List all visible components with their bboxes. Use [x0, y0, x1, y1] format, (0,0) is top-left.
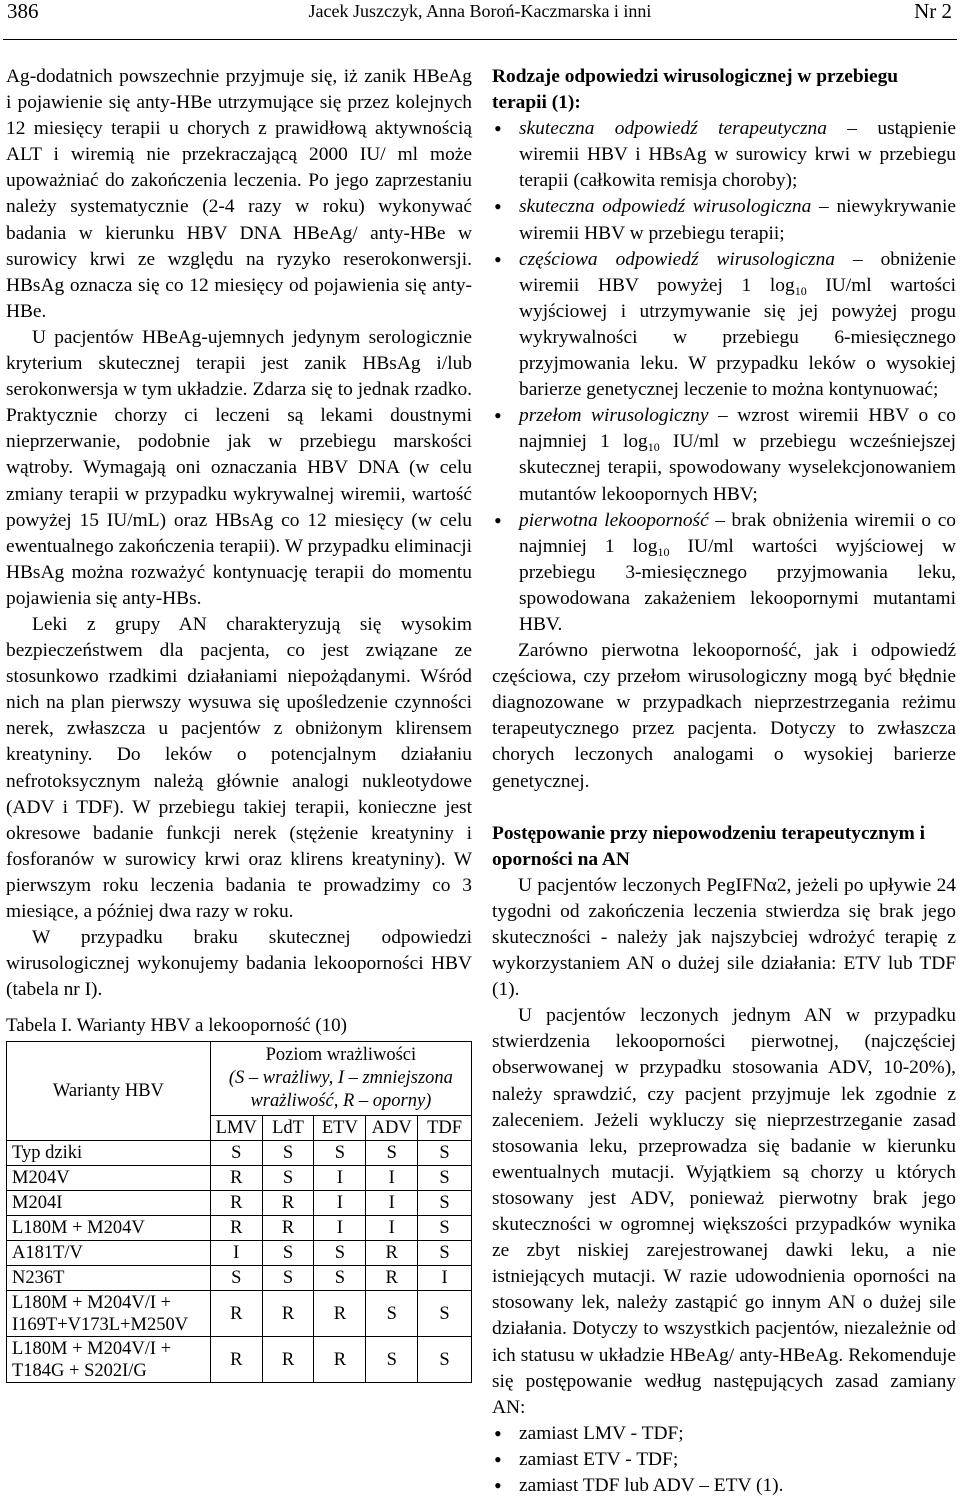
value-cell: S: [366, 1141, 418, 1166]
value-cell: I: [366, 1216, 418, 1241]
value-cell: R: [262, 1191, 314, 1216]
left-column: [6, 64, 472, 1003]
variant-cell: M204I: [7, 1191, 211, 1216]
subscript: 10: [657, 544, 670, 559]
response-types-list: [492, 116, 956, 638]
table-caption: Tabela I. Warianty HBV a lekooporność (10): [6, 1015, 347, 1036]
list-text: – ustąpienie wiremii HBV i HBsAg w surowicy krwi w przebiegu terapii (całkowita remisja choroby);: [519, 118, 956, 192]
value-cell: S: [210, 1266, 262, 1291]
sensitivity-title: Poziom wrażliwości: [265, 1045, 417, 1065]
paragraph: Ag-dodatnich powszechnie przyjmuje się, iż zanik HBeAg i pojawienie się anty-HBe utrzymujące się przez kolejnych 12 miesięcy terapii u chorych z prawidłową aktywnością ALT i wiremią nie przekraczającą 2000 IU/ ml może upoważniać do zakończenia leczenia. Po jego zaprzestaniu należy systematycznie (2-4 razy w roku) wykonywać badania w kierunku HBV DNA HBeAg/ anty-HBe w surowicy krwi ze względu na ryzyko reserokonwersji. HBsAg oznacza się co 12 miesięcy od pojawienia się anty-HBe.: [6, 66, 472, 322]
list-term: częściowa odpowiedź wirusologiczna: [519, 248, 835, 270]
drug-header: TDF: [418, 1116, 472, 1141]
table-row: [7, 1141, 472, 1166]
variant-line: T184G + S202I/G: [12, 1360, 147, 1381]
variant-cell: L180M + M204V: [7, 1216, 211, 1241]
header-rule: [3, 39, 957, 40]
drug-header: LMV: [210, 1116, 262, 1141]
paragraph: Leki z grupy AN charakteryzują się wysokim bezpieczeństwem dla pacjenta, co jest związane ze stosunkowo rzadkimi działaniami niepożądanymi. Wśród nich na plan pierwszy wysuwa się upośledzenie czynności nerek, zwłaszcza u pacjentów z obniżonym klirensem kreatyniny. Do leków o potencjalnym działaniu nefrotoksycznym należą głównie analogi nukleotydowe (ADV i TDF). W przebiegu takiej terapii, konieczne jest okresowe badanie funkcji nerek (stężenie kreatyniny i fosforanów w surowicy krwi oraz klirens kreatyniny). W pierwszym roku leczenia badania te prowadzimy co 3 miesiące, a później dwa razy w roku.: [6, 613, 472, 922]
variant-cell: N236T: [7, 1266, 211, 1291]
value-cell: S: [366, 1291, 418, 1337]
list-text: – obniżenie wiremii HBV powyżej 1 log: [519, 248, 956, 296]
list-text: – niewykrywanie wiremii HBV w przebiegu terapii;: [519, 196, 956, 244]
drug-header: LdT: [262, 1116, 314, 1141]
paragraph: U pacjentów HBeAg-ujemnych jedynym serologicznie kryterium skutecznej terapii jest zanik HBsAg i/lub serokonwersja w tym układzie. Zdarza się to jednak rzadko. Praktycznie chorzy ci leczeni są lekami doustnymi nieprzerwanie, podobnie jak w przebiegu marskości wątroby. Wymagają oni oznaczania HBV DNA (w celu zmiany terapii w przypadku wykrywalnej wiremii, wartość powyżej 15 IU/mL) oraz HBsAg co 12 miesięcy (w celu ewentualnego zakończenia terapii). W przypadku eliminacji HBsAg można rozważyć kontynuację terapii do momentu pojawienia się anty-HBs.: [6, 326, 472, 609]
running-head-authors: Jacek Juszczyk, Anna Boroń-Kaczmarska i inni: [308, 1, 652, 21]
switch-rules-list: [492, 1421, 956, 1499]
variant-cell: [7, 1291, 211, 1337]
variant-line: I169T+V173L+M250V: [12, 1314, 189, 1335]
section-heading: Rodzaje odpowiedzi wirusologicznej w przebiegu terapii (1):: [492, 66, 899, 114]
list-text: – brak obniżenia wiremii o co najmniej 1 log: [519, 509, 957, 557]
value-cell: R: [210, 1337, 262, 1383]
variant-cell: A181T/V: [7, 1241, 211, 1266]
table-header-row: [7, 1042, 472, 1116]
value-cell: I: [366, 1166, 418, 1191]
table-row: [7, 1216, 472, 1241]
list-term: przełom wirusologiczny: [519, 405, 709, 427]
list-term: pierwotna lekooporność: [519, 509, 709, 531]
list-term: skuteczna odpowiedź terapeutyczna: [519, 118, 827, 140]
paragraph: U pacjentów leczonych jednym AN w przypadku stwierdzenia lekooporności pierwotnej, (najczęściej obserwowanej w przypadku stosowania ADV, 10-20%), należy sprawdzić, czy pacjent przyjmuje lek zgodnie z zaleceniem. Jeżeli wykluczy się nieprzestrzeganie zasad stosowania leku, przeprowadza się badanie w kierunku ewentualnych mutacji. Wyjątkiem są chorzy u których stosowany jest ADV, ponieważ pierwotny brak jego skuteczności w ogromnej większości przypadków wynika ze zbyt niskiej zarejestrowanej dawki leku, a nie istniejących mutacji. W razie udowodnienia oporności na stosowany lek, należy zastąpić go innym AN o dużej sile działania. Dotyczy to wszystkich pacjentów, niezależnie od ich statusu w układzie HBeAg/ anty-HBeAg. Rekomenduje się postępowanie według następujących zasad zamiany AN:: [492, 1005, 956, 1418]
list-item: • zamiast TDF lub ADV – ETV (1).: [492, 1473, 956, 1499]
table-row: [7, 1166, 472, 1191]
drug-header: ADV: [366, 1116, 418, 1141]
paragraph: U pacjentów leczonych PegIFNα2, jeżeli po upływie 24 tygodni od zakończenia leczenia stwierdza się brak jego skuteczności - należy jak najszybciej wdrożyć terapię z wykorzystaniem AN o dużej sile działania: ETV lub TDF (1).: [492, 874, 956, 1001]
section-spacer: [492, 795, 956, 821]
variant-line: L180M + M204V/I +: [12, 1292, 172, 1313]
table-row: [7, 1337, 472, 1383]
variant-cell: M204V: [7, 1166, 211, 1191]
page-header: [0, 0, 960, 40]
value-cell: R: [262, 1216, 314, 1241]
value-cell: R: [210, 1191, 262, 1216]
value-cell: I: [210, 1241, 262, 1266]
value-cell: R: [314, 1291, 366, 1337]
variant-cell: Typ dziki: [7, 1141, 211, 1166]
table-row: [7, 1266, 472, 1291]
list-item: [492, 194, 956, 246]
value-cell: R: [262, 1337, 314, 1383]
value-cell: I: [418, 1266, 472, 1291]
issue-number: Nr 2: [914, 0, 952, 23]
value-cell: R: [210, 1216, 262, 1241]
page-number: 386: [7, 0, 39, 23]
value-cell: I: [314, 1166, 366, 1191]
list-item: [492, 508, 956, 638]
value-cell: S: [418, 1337, 472, 1383]
variants-table: [6, 1041, 472, 1383]
value-cell: I: [366, 1191, 418, 1216]
list-text: IU/ml wartości wyjściowej i utrzymywanie się jej powyżej progu wykrywalności w przebiegu 6-miesięcznego przyjmowania leku. W przypadku leków o wysokiej barierze genetycznej leczenie to można kontynuować;: [519, 274, 956, 401]
value-cell: R: [210, 1291, 262, 1337]
value-cell: I: [314, 1216, 366, 1241]
paragraph: W przypadku braku skutecznej odpowiedzi wirusologicznej wykonujemy badania lekooporności HBV (tabela nr I).: [6, 927, 472, 1001]
list-item: [492, 116, 956, 194]
paragraph: Zarówno pierwotna lekooporność, jak i odpowiedź częściowa, czy przełom wirusologiczny mogą być błędnie diagnozowane w przypadkach nieprzestrzegania reżimu terapeutycznego przez pacjenta. Dotyczy to zwłaszcza chorych leczonych analogami o wysokiej barierze genetycznej.: [492, 640, 956, 792]
list-item: [492, 247, 956, 404]
value-cell: S: [418, 1141, 472, 1166]
subscript: 10: [647, 440, 660, 455]
list-term: skuteczna odpowiedź wirusologiczna: [519, 196, 812, 218]
value-cell: S: [418, 1166, 472, 1191]
list-item: • zamiast ETV - TDF;: [492, 1447, 956, 1473]
drug-header: ETV: [314, 1116, 366, 1141]
table-row: [7, 1291, 472, 1337]
value-cell: S: [366, 1337, 418, 1383]
value-cell: R: [366, 1266, 418, 1291]
sensitivity-header: [210, 1042, 471, 1116]
value-cell: S: [314, 1266, 366, 1291]
value-cell: R: [314, 1337, 366, 1383]
value-cell: R: [262, 1291, 314, 1337]
value-cell: R: [210, 1166, 262, 1191]
variant-column-header: Warianty HBV: [7, 1042, 211, 1141]
value-cell: S: [262, 1141, 314, 1166]
list-item: • zamiast LMV - TDF;: [492, 1421, 956, 1447]
value-cell: R: [366, 1241, 418, 1266]
value-cell: S: [314, 1141, 366, 1166]
list-text: IU/ml wartości wyjściowej w przebiegu 3-miesięcznego przyjmowania leku, spowodowana zakażeniem lekoopornymi mutantami HBV.: [519, 535, 956, 635]
value-cell: S: [418, 1216, 472, 1241]
section-heading: Postępowanie przy niepowodzeniu terapeutycznym i oporności na AN: [492, 822, 926, 870]
list-item: [492, 403, 956, 507]
right-column: [492, 64, 956, 1499]
value-cell: S: [418, 1241, 472, 1266]
sensitivity-legend: (S – wrażliwy, I – zmniejszona wrażliwość, R – oporny): [228, 1068, 453, 1111]
subscript: 10: [794, 283, 807, 298]
value-cell: S: [418, 1191, 472, 1216]
value-cell: S: [314, 1241, 366, 1266]
value-cell: S: [262, 1241, 314, 1266]
value-cell: S: [262, 1266, 314, 1291]
variant-cell: [7, 1337, 211, 1383]
value-cell: S: [210, 1141, 262, 1166]
list-text: – wzrost wiremii HBV o co najmniej 1 log: [519, 405, 956, 453]
value-cell: I: [314, 1191, 366, 1216]
table-row: [7, 1191, 472, 1216]
table-row: [7, 1241, 472, 1266]
value-cell: S: [418, 1291, 472, 1337]
list-text: IU/ml w przebiegu wcześniejszej skutecznej terapii, spowodowany wyselekcjonowaniem mutantów lekoopornych HBV;: [519, 431, 956, 505]
variant-line: L180M + M204V/I +: [12, 1338, 172, 1359]
value-cell: S: [262, 1166, 314, 1191]
